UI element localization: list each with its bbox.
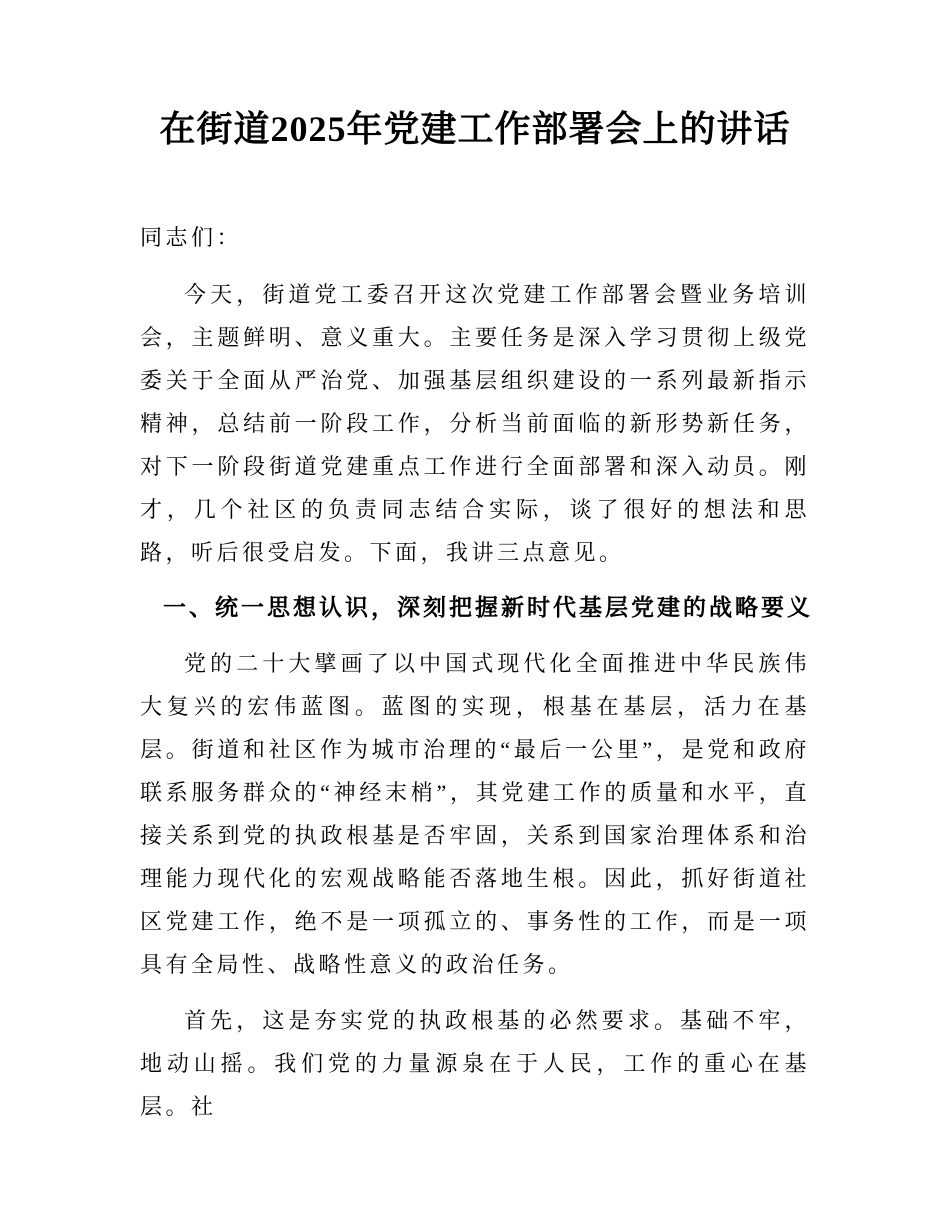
document-title: 在街道2025年党建工作部署会上的讲话 — [159, 109, 791, 149]
salutation: 同志们： — [140, 225, 243, 250]
paragraph-section1-body: 党的二十大擘画了以中国式现代化全面推进中华民族伟大复兴的宏伟蓝图。蓝图的实现，根基在基层，活力在基层。街道和社区作为城市治理的“最后一公里”，是党和政府联系服务群众的“神经末梢”，其党建工作的质量和水平，直接关系到党的执政根基是否牢固，关系到国家治理体系和治理能力现代化的宏观战略能否落地生根。因此，抓好街道社区党建工作，绝不是一项孤立的、事务性的工作，而是一项具有全局性、战略性意义的政治任务。 — [140, 651, 810, 977]
section-heading-1: 一、统一思想认识，深刻把握新时代基层党建的战略要义 — [163, 594, 813, 620]
paragraph-intro: 今天，街道党工委召开这次党建工作部署会暨业务培训会，主题鲜明、意义重大。主要任务是深入学习贯彻上级党委关于全面从严治党、加强基层组织建设的一系列最新指示精神，总结前一阶段工作，分析当前面临的新形势新任务，对下一阶段街道党建重点工作进行全面部署和深入动员。刚才，几个社区的负责同志结合实际，谈了很好的想法和思路，听后很受启发。下面，我讲三点意见。 — [140, 282, 810, 565]
paragraph-section1-first-point: 首先，这是夯实党的执政根基的必然要求。基础不牢，地动山摇。我们党的力量源泉在于人民，工作的重心在基层。社 — [140, 1008, 810, 1119]
